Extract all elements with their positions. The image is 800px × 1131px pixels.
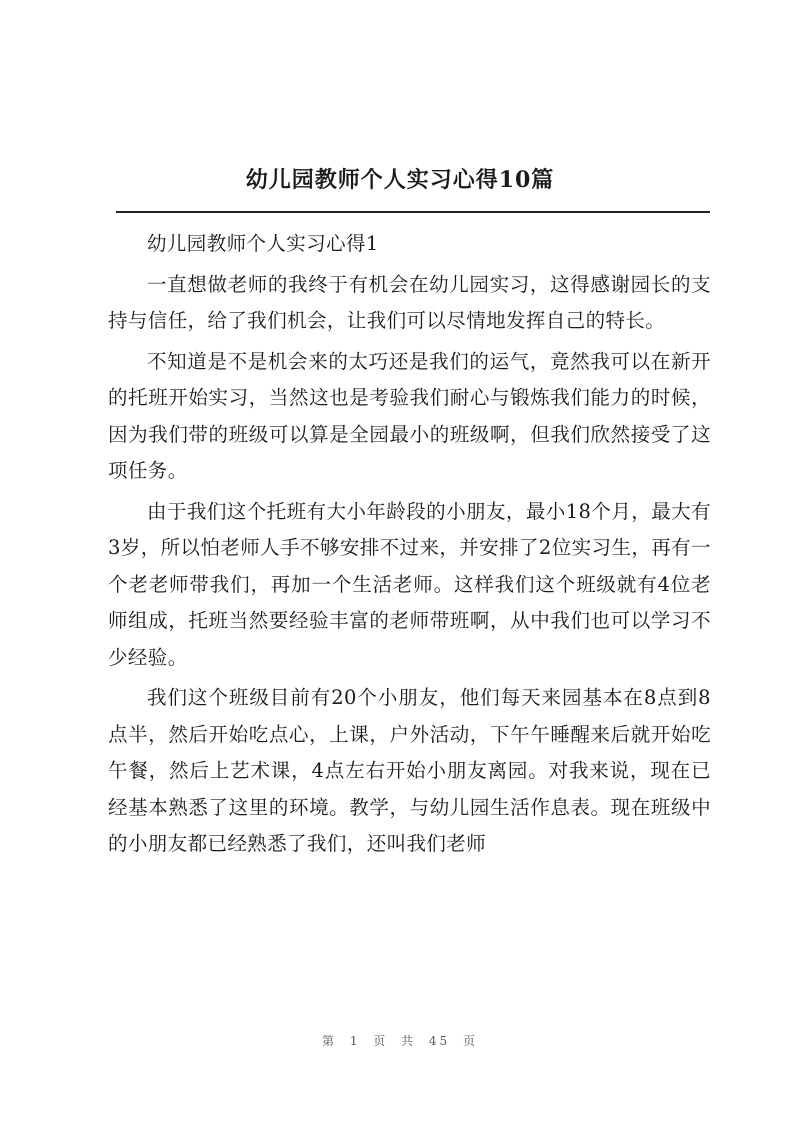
document-body bbox=[108, 226, 711, 867]
section-heading: 幼儿园教师个人实习心得1 bbox=[147, 232, 379, 255]
paragraph: 不知道是不是机会来的太巧还是我们的运气，竟然我可以在新开的托班开始实习，当然这也是考验我们耐心与锻炼我们能力的时候，因为我们带的班级可以算是全园最小的班级啊，但我们欣然接受了这项任务。 bbox=[108, 349, 711, 482]
paragraph: 一直想做老师的我终于有机会在幼儿园实习，这得感谢园长的支持与信任，给了我们机会，让我们可以尽情地发挥自己的特长。 bbox=[108, 272, 711, 332]
title-divider bbox=[116, 211, 710, 213]
page-number-footer: 第 1 页 共 45 页 bbox=[322, 1034, 478, 1048]
paragraph: 由于我们这个托班有大小年龄段的小朋友，最小18个月，最大有3岁，所以怕老师人手不够安排不过来，并安排了2位实习生，再有一个老老师带我们，再加一个生活老师。这样我们这个班级就有4位老师组成，托班当然要经验丰富的老师带班啊，从中我们也可以学习不少经验。 bbox=[108, 499, 711, 669]
document-title: 幼儿园教师个人实习心得10篇 bbox=[245, 167, 555, 193]
paragraph: 我们这个班级目前有20个小朋友，他们每天来园基本在8点到8点半，然后开始吃点心，上课，户外活动，下午午睡醒来后就开始吃午餐，然后上艺术课，4点左右开始小朋友离园。对我来说，现在已经基本熟悉了这里的环境。教学，与幼儿园生活作息表。现在班级中的小朋友都已经熟悉了我们，还叫我们老师 bbox=[108, 686, 711, 855]
